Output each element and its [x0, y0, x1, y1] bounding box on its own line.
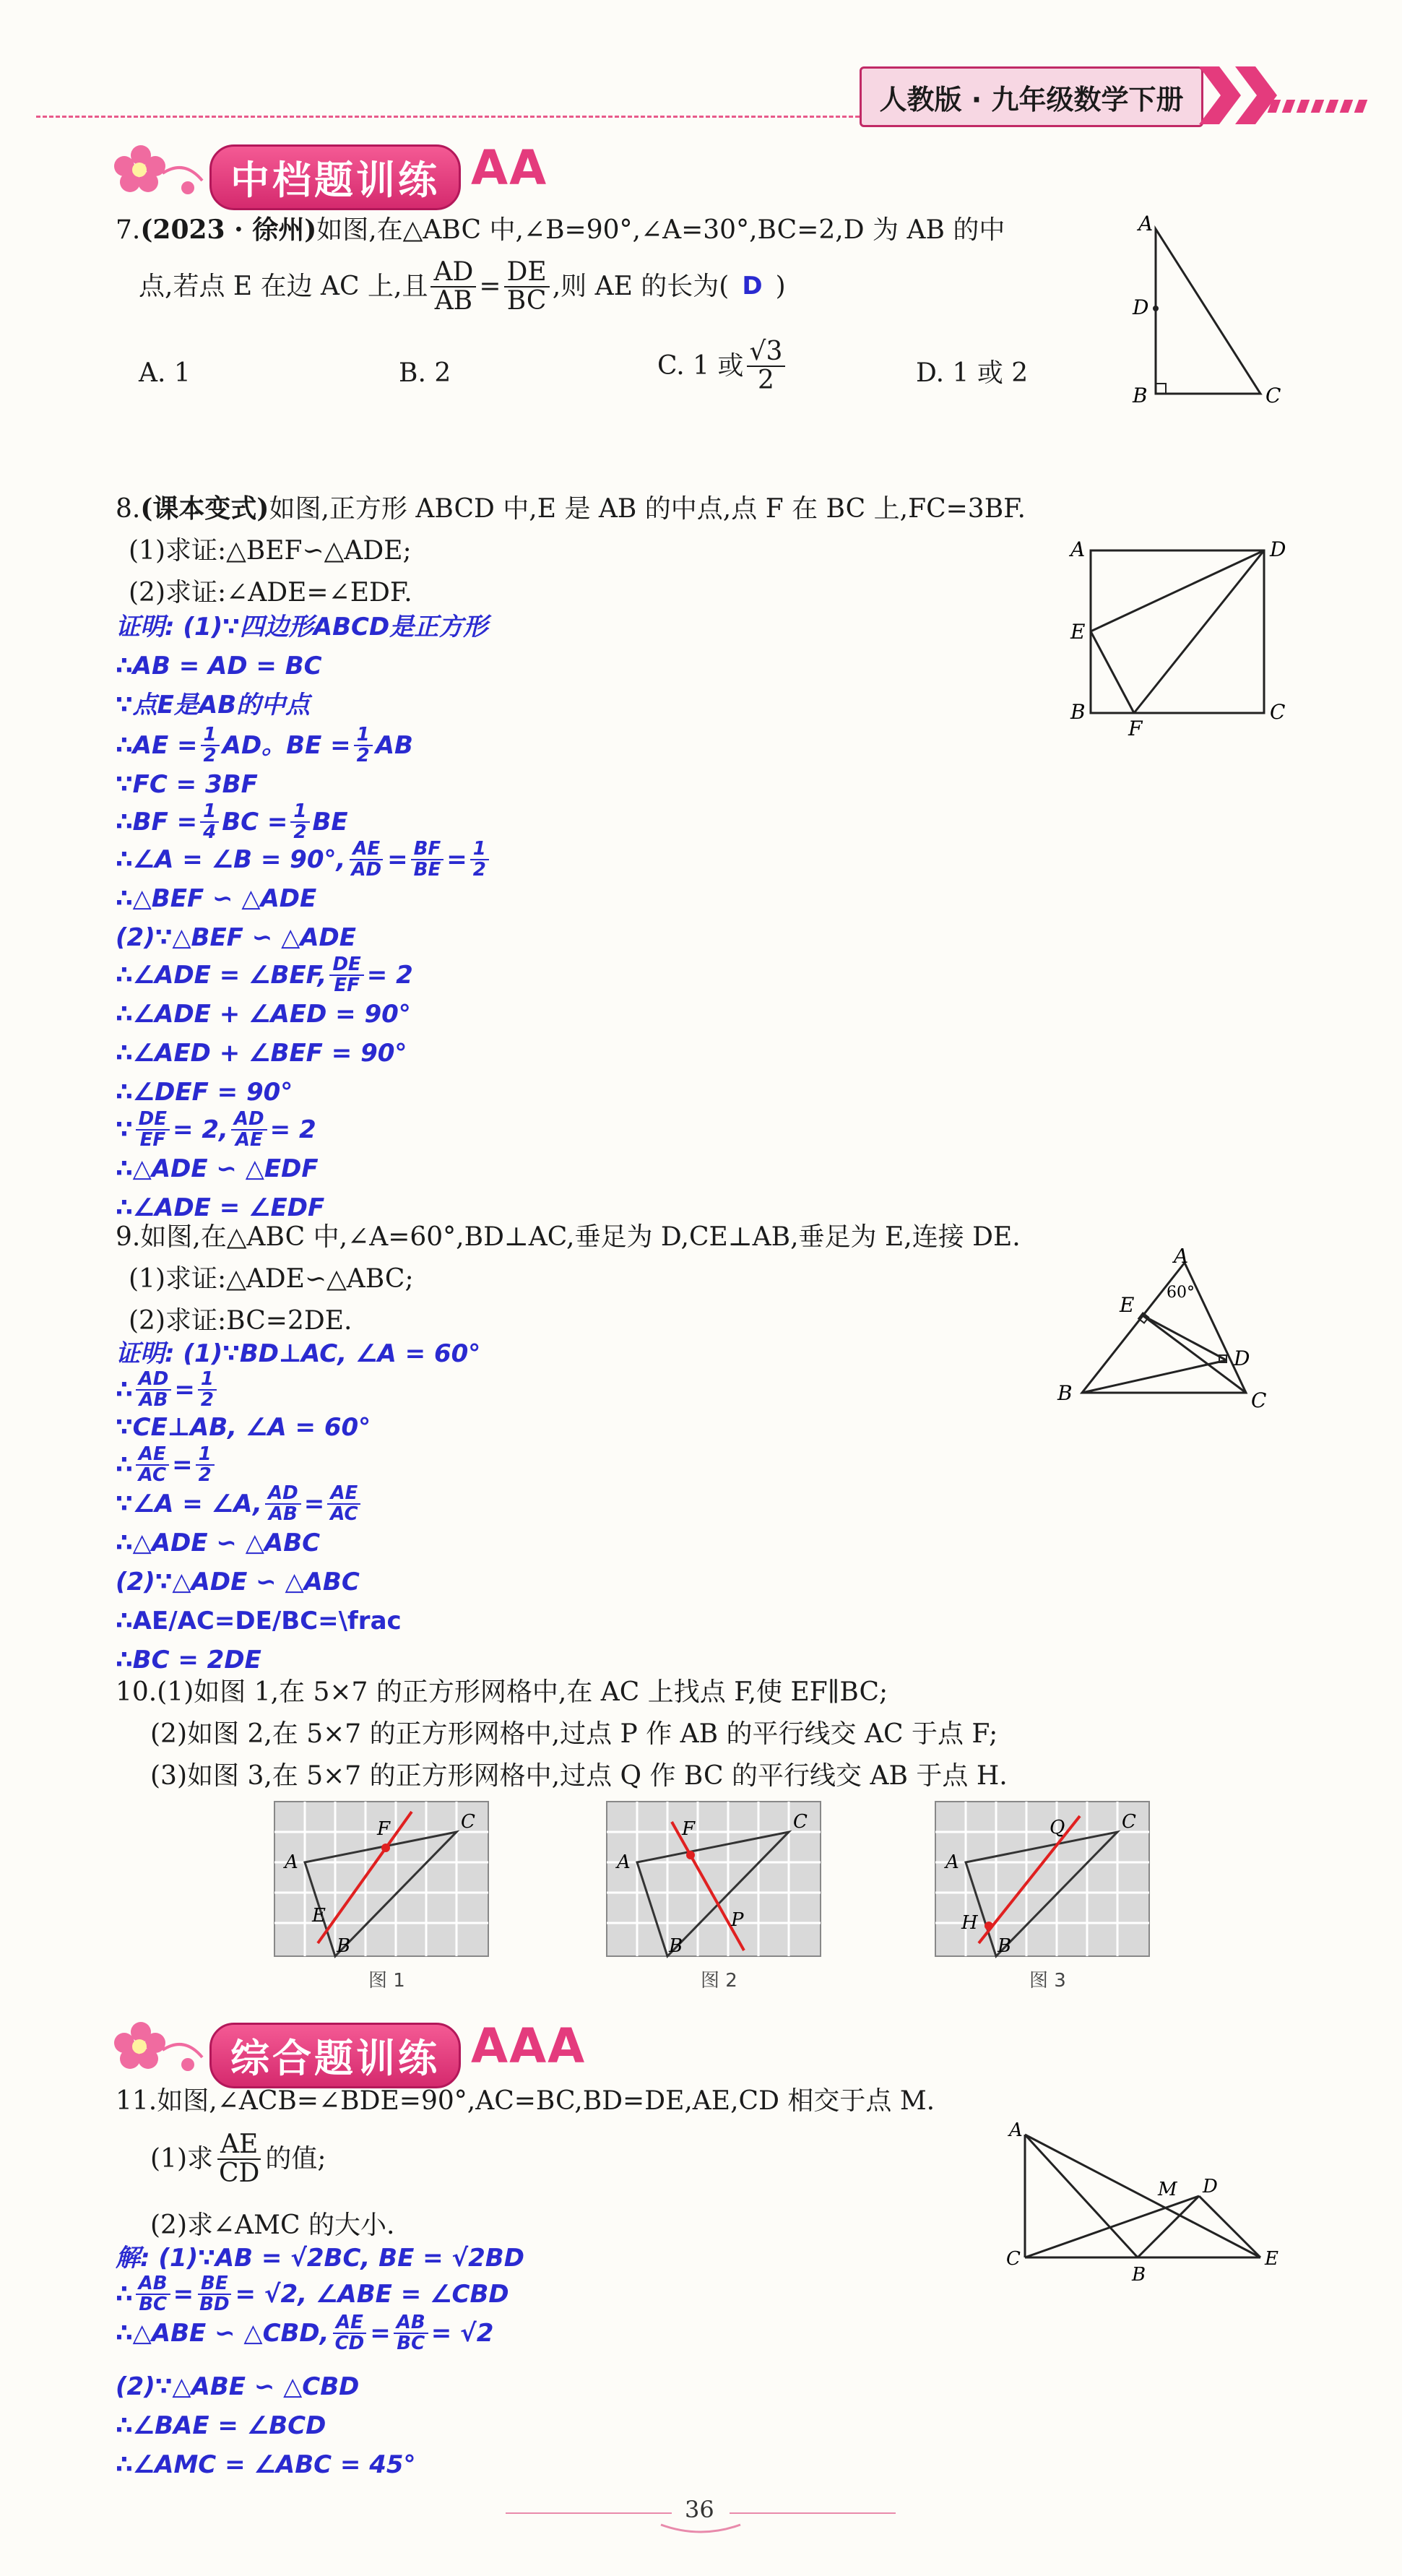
q7-line1 [116, 215, 1005, 245]
q9-p2: (2)求证:BC=2DE. [129, 1306, 352, 1336]
q8-sol-l13: ∴∠DEF = 90° [116, 1078, 293, 1107]
q10-figure-1 [267, 1799, 506, 2008]
q8-sol-l7b: = [387, 844, 408, 874]
q8-figure [1055, 535, 1293, 737]
q7-opt-c-den: 2 [757, 365, 774, 395]
q8-sol-l7f2d: BE [413, 859, 441, 881]
q11-sol-l3f1d: CD [334, 2333, 365, 2355]
q10-fig2-caption: 图 2 [701, 1970, 737, 1992]
q8-sol-l4f2d: 2 [356, 745, 370, 767]
q8-sol-l11: ∴∠ADE + ∠AED = 90° [116, 1000, 411, 1029]
q8-sol-l16: ∴∠ADE = ∠EDF [116, 1193, 325, 1222]
q9-sol-l9: ∴BC = 2DE [116, 1646, 261, 1674]
q7-source: (2023 · 徐州) [140, 215, 317, 245]
q8-sol-l14b: = 2, [173, 1115, 228, 1144]
q10-fig1-f: F [377, 1818, 391, 1840]
q8-sol-l4b: AD。BE = [222, 730, 351, 760]
header-dashed-line [36, 116, 860, 118]
flower-icon-2 [108, 2014, 209, 2079]
q8-sol-l4-frac2 [354, 725, 373, 766]
q11-sol-l2-frac2 [196, 2274, 232, 2315]
q11-fig-d: D [1203, 2176, 1218, 2197]
q8-sol-l4 [116, 725, 413, 766]
q11-sol-l3 [116, 2313, 493, 2354]
q9-sol-l5-frac2 [327, 1484, 360, 1525]
q10-l2: (2)如图 2,在 5×7 的正方形网格中,过点 P 作 AB 的平行线交 AC 于点 F; [150, 1719, 998, 1749]
flower-icon [108, 137, 209, 202]
q10-figure-3 [928, 1799, 1167, 2008]
q8-sol-l14f2d: AE [235, 1129, 263, 1151]
q11-fig-e: E [1265, 2248, 1278, 2270]
q7-f1d: AB [434, 285, 473, 316]
q8-line1 [116, 494, 1026, 524]
q8-sol-l7 [116, 839, 492, 881]
q11-sol-l1: 解: (1)∵AB = √2BC, BE = √2BD [116, 2244, 524, 2273]
q10-fig2-f: F [682, 1818, 696, 1840]
q10-fig2-b: B [669, 1935, 683, 1957]
q9-sol-l4fd: AC [138, 1464, 167, 1487]
q11-sol-l5: ∴∠BAE = ∠BCD [116, 2411, 326, 2440]
q7-figure [1112, 213, 1293, 415]
q9-fig-e: E [1120, 1293, 1135, 1317]
q11-sol-l2f2d: BD [199, 2294, 230, 2316]
q8-sol-l3: ∵点E是AB的中点 [116, 691, 311, 719]
q7-opt-b: B. 2 [399, 358, 451, 388]
q9-figure [1047, 1248, 1293, 1429]
q9-sol-l5b: = [303, 1489, 325, 1518]
q8-sol-l14-frac2 [231, 1110, 267, 1151]
q9-fig-c: C [1251, 1388, 1267, 1412]
q8-num: 8. [116, 494, 141, 524]
q8-sol-l6a: ∴BF = [116, 807, 198, 837]
q11-stem: 11.如图,∠ACB=∠BDE=90°,AC=BC,BD=DE,AE,CD 相交于点 M. [116, 2086, 935, 2116]
q11-sol-l2 [116, 2274, 509, 2315]
q7-frac2 [504, 259, 550, 315]
q7-stem1: 如图,在△ABC 中,∠B=90°,∠A=30°,BC=2,D 为 AB 的中 [316, 215, 1005, 245]
q8-source: (课本变式) [140, 493, 269, 524]
q11-sol-l2b: = [173, 2279, 194, 2309]
q9-sol-l4fn: AE [136, 1445, 169, 1466]
q8-sol-l7f1d: AD [351, 859, 382, 881]
q7-fig-d: D [1133, 295, 1149, 319]
q9-sol-l2a: ∴ [116, 1375, 133, 1404]
q9-sol-l2f2d: 2 [200, 1389, 214, 1412]
q11-sol-l3f2d: BC [397, 2333, 425, 2355]
q8-sol-l4c: AB [375, 730, 413, 760]
q8-p1: (1)求证:△BEF∽△ADE; [129, 536, 412, 566]
q9-sol-l4f2n: 1 [196, 1445, 215, 1466]
q11-p1-frac [216, 2131, 262, 2187]
q9-sol-l1: 证明: (1)∵BD⊥AC, ∠A = 60° [116, 1339, 481, 1368]
q7-opt-c-frac [747, 338, 786, 394]
q7-answer: D [742, 272, 763, 301]
section-stars-mid: AA [471, 140, 548, 196]
q8-sol-l4a: ∴AE = [116, 730, 198, 760]
q8-sol-l14f2n: AD [231, 1110, 267, 1131]
q11-p1a: (1)求 [150, 2144, 213, 2174]
q11-sol-l6: ∴∠AMC = ∠ABC = 45° [116, 2450, 416, 2479]
q8-sol-l12: ∴∠AED + ∠BEF = 90° [116, 1039, 407, 1068]
q10-fig1-b: B [337, 1935, 351, 1957]
q8-sol-l14c: = 2 [269, 1115, 316, 1144]
q10-fig3-caption: 图 3 [1029, 1970, 1066, 1992]
q10-fig3-a: A [946, 1851, 959, 1873]
footer-ornament-icon [657, 2521, 744, 2536]
q8-sol-l7c: = [446, 844, 467, 874]
q7-eq: = [479, 272, 501, 302]
q8-sol-l7f3d: 2 [472, 859, 486, 881]
q10-fig1-e: E [312, 1905, 326, 1927]
q11-fig-a: A [1009, 2120, 1023, 2141]
footer-line-left [506, 2512, 672, 2514]
q10-fig3-c: C [1122, 1811, 1136, 1833]
q8-sol-l7f1n: AE [350, 839, 383, 860]
q8-sol-l10b: = 2 [366, 960, 413, 990]
q11-sol-l3a: ∴△ABE ∽ △CBD, [116, 2318, 329, 2348]
q11-sol-l3f2n: AB [394, 2313, 428, 2334]
q10-fig3-b: B [998, 1935, 1012, 1957]
q11-p2: (2)求∠AMC 的大小. [150, 2210, 395, 2240]
q8-sol-l4-frac1 [201, 725, 220, 766]
q9-fig-angle: 60° [1167, 1284, 1195, 1302]
q11-sol-l3f1n: AE [333, 2313, 366, 2334]
q9-stem: 9.如图,在△ABC 中,∠A=60°,BD⊥AC,垂足为 D,CE⊥AB,垂足为 E,连接 DE. [116, 1222, 1021, 1252]
q8-sol-l6f1d: 4 [203, 821, 217, 844]
q7-opt-c [657, 338, 788, 394]
q9-sol-l2fd: AB [139, 1389, 168, 1412]
q9-fig-a: A [1174, 1248, 1189, 1268]
q7-opt-c-num: √3 [747, 338, 786, 367]
q9-sol-l4f2d: 2 [198, 1464, 212, 1487]
q8-sol-l7-frac3 [470, 839, 489, 881]
q9-sol-l2-frac2 [198, 1370, 217, 1411]
q10-fig3-q: Q [1050, 1817, 1065, 1838]
q9-sol-l5f1n: AD [265, 1484, 301, 1505]
q7-fig-c: C [1265, 384, 1281, 407]
q8-sol-l14f1d: EF [139, 1129, 166, 1151]
header-chevrons-icon [1199, 66, 1387, 124]
q10-fig2-c: C [793, 1811, 808, 1833]
q9-sol-l5f1d: AB [268, 1503, 298, 1526]
q8-sol-l7-frac2 [411, 839, 444, 881]
q8-sol-l6b: BC = [222, 807, 288, 837]
q8-fig-f: F [1128, 717, 1143, 737]
q10-fig1-a: A [285, 1851, 298, 1873]
q7-opt-c-pre: C. 1 或 [657, 351, 744, 381]
q7-frac1 [430, 259, 476, 315]
q9-sol-l5f2d: AC [330, 1503, 358, 1526]
q9-sol-l5a: ∵∠A = ∠A, [116, 1489, 262, 1518]
q8-sol-l7-frac1 [348, 839, 384, 881]
q9-sol-l4a: ∴ [116, 1450, 133, 1479]
q7-num: 7. [116, 215, 141, 245]
q8-stem: 如图,正方形 ABCD 中,E 是 AB 的中点,点 F 在 BC 上,FC=3BF. [269, 494, 1026, 524]
q11-fig-m: M [1158, 2179, 1177, 2200]
q9-sol-l2b: = [174, 1375, 195, 1404]
q11-p1fn: AE [217, 2131, 261, 2160]
q10-l1: 10.(1)如图 1,在 5×7 的正方形网格中,在 AC 上找点 F,使 EF∥BC; [116, 1677, 888, 1707]
q9-sol-l2 [116, 1370, 220, 1411]
q8-sol-l4f1d: 2 [203, 745, 217, 767]
q7-f1n: AD [430, 259, 476, 288]
footer-line-right [730, 2512, 896, 2514]
q10-figure-2 [600, 1799, 838, 2008]
q8-sol-l10a: ∴∠ADE = ∠BEF, [116, 960, 327, 990]
q8-sol-l6 [116, 802, 348, 843]
banner-text: 人教版 · 九年级数学下册 [879, 83, 1184, 116]
q7-opt-d: D. 1 或 2 [916, 358, 1029, 388]
q8-sol-l8: ∴△BEF ∽ △ADE [116, 884, 317, 913]
q9-sol-l4-frac2 [196, 1445, 215, 1486]
q8-sol-l6f2n: 1 [290, 802, 309, 823]
q11-sol-l3c: = √2 [430, 2318, 494, 2348]
q8-sol-l1: 证明: (1)∵四边形ABCD是正方形 [116, 613, 488, 641]
q8-sol-l6f1n: 1 [200, 802, 219, 823]
q8-sol-l10 [116, 955, 413, 996]
q8-sol-l7a: ∴∠A = ∠B = 90°, [116, 844, 346, 874]
q7-f2n: DE [504, 259, 550, 288]
q9-sol-l2fn: AD [136, 1370, 172, 1391]
q10-fig2-p: P [731, 1909, 744, 1931]
q10-fig3-h: H [961, 1912, 978, 1934]
q7-stem2a: 点,若点 E 在边 AC 上,且 [139, 272, 428, 302]
q9-sol-l5f2n: AE [327, 1484, 360, 1505]
q9-p1: (1)求证:△ADE∽△ABC; [129, 1264, 414, 1294]
q8-sol-l5: ∵FC = 3BF [116, 770, 258, 799]
q8-sol-l10-frac [329, 955, 363, 996]
q9-sol-l4 [116, 1445, 217, 1486]
q9-sol-l8: ∴AE/AC=DE/BC=\frac [116, 1607, 402, 1635]
q8-sol-l7f3n: 1 [470, 839, 489, 860]
section-stars-comp: AAA [471, 2018, 587, 2074]
q9-fig-d: D [1234, 1347, 1250, 1370]
q8-sol-l4f2n: 1 [354, 725, 373, 746]
q7-fig-b: B [1133, 384, 1148, 407]
q11-sol-l2f1n: AB [136, 2274, 170, 2295]
q8-fig-b: B [1070, 700, 1086, 724]
q10-l3: (3)如图 3,在 5×7 的正方形网格中,过点 Q 作 BC 的平行线交 AB 于点 H. [150, 1761, 1008, 1791]
q8-fig-a: A [1070, 537, 1086, 561]
q11-p1fd: CD [219, 2158, 260, 2188]
q9-sol-l4b: = [172, 1450, 193, 1479]
q11-p1 [150, 2131, 326, 2187]
q8-sol-l4f1n: 1 [201, 725, 220, 746]
q9-sol-l7: (2)∵△ADE ∽ △ABC [116, 1568, 360, 1596]
section-title-mid: 中档题训练 [209, 144, 461, 210]
q10-fig1-caption: 图 1 [368, 1970, 405, 1992]
q11-sol-l2c: = √2, ∠ABE = ∠CBD [235, 2279, 509, 2309]
q8-sol-l14f1n: DE [136, 1110, 170, 1131]
q8-sol-l2: ∴AB = AD = BC [116, 652, 322, 680]
q8-sol-l9: (2)∵△BEF ∽ △ADE [116, 923, 356, 952]
q7-f2d: BC [506, 285, 547, 316]
q11-sol-l2f1d: BC [139, 2294, 168, 2316]
q8-sol-l7f2n: BF [411, 839, 444, 860]
q8-sol-l6-frac2 [290, 802, 309, 843]
q9-sol-l5-frac1 [265, 1484, 301, 1525]
q7-stem2b: ,则 AE 的长为( [552, 272, 730, 302]
q9-sol-l2-frac1 [136, 1370, 172, 1411]
q8-sol-l6f2d: 2 [293, 821, 307, 844]
q11-sol-l2-frac1 [136, 2274, 170, 2315]
q8-sol-l6-frac1 [200, 802, 219, 843]
header-banner [860, 66, 1203, 127]
q7-line2 [139, 259, 786, 315]
q11-figure [1000, 2120, 1289, 2286]
q8-fig-d: D [1270, 537, 1286, 561]
q11-sol-l2a: ∴ [116, 2279, 133, 2309]
q11-sol-l3b: = [370, 2318, 391, 2348]
q9-sol-l6: ∴△ADE ∽ △ABC [116, 1529, 321, 1557]
q8-p2: (2)求证:∠ADE=∠EDF. [129, 578, 412, 608]
q10-fig1-c: C [461, 1811, 475, 1833]
q8-sol-l6c: BE [312, 807, 348, 837]
q8-sol-l14-frac1 [136, 1110, 170, 1151]
q9-sol-l4-frac1 [136, 1445, 169, 1486]
footer-page-number: 36 [685, 2496, 714, 2523]
q9-sol-l3: ∵CE⊥AB, ∠A = 60° [116, 1413, 371, 1442]
q11-sol-l4: (2)∵△ABE ∽ △CBD [116, 2372, 360, 2401]
q11-fig-c: C [1006, 2248, 1021, 2270]
q8-sol-l10fn: DE [329, 955, 363, 976]
q8-fig-e: E [1070, 620, 1086, 644]
q9-sol-l5 [116, 1484, 364, 1525]
section-title-comp: 综合题训练 [209, 2023, 461, 2088]
q8-fig-c: C [1270, 700, 1286, 724]
q9-sol-l2f2n: 1 [198, 1370, 217, 1391]
q11-sol-l3-frac1 [332, 2313, 368, 2354]
q8-sol-l15: ∴△ADE ∽ △EDF [116, 1154, 319, 1183]
q8-sol-l14 [116, 1110, 316, 1151]
q11-sol-l2f2n: BE [198, 2274, 231, 2295]
q7-fig-a: A [1138, 213, 1154, 235]
q7-opt-a: A. 1 [139, 358, 191, 388]
q10-fig2-a: A [617, 1851, 631, 1873]
q8-sol-l10fd: EF [334, 974, 360, 997]
q11-fig-b: B [1132, 2264, 1146, 2286]
q7-close: ) [775, 272, 786, 302]
q11-sol-l3-frac2 [394, 2313, 428, 2354]
q9-fig-b: B [1057, 1381, 1073, 1405]
q11-p1b: 的值; [265, 2144, 326, 2174]
q8-sol-l14a: ∵ [116, 1115, 133, 1144]
